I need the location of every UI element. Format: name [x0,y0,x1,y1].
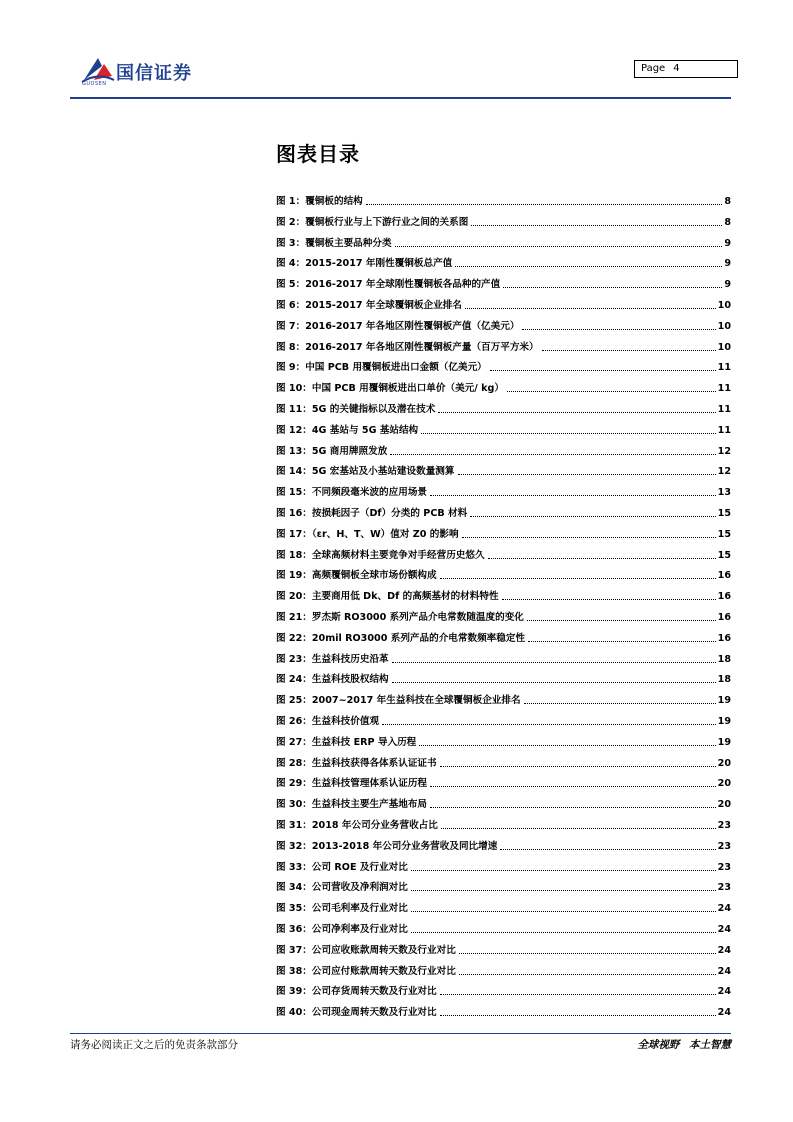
toc-entry[interactable] [276,984,731,998]
toc-leader-dots [527,619,716,621]
toc-entry-label: 图 34：公司营收及净利润对比 [276,882,408,894]
toc-entry-label: 图 2：覆铜板行业与上下游行业之间的关系图 [276,216,469,228]
page-number: 4 [673,63,680,74]
toc-leader-dots [411,931,716,933]
toc-leader-dots [411,889,716,891]
toc-entry[interactable] [276,256,731,270]
toc-leader-dots [395,245,723,247]
toc-entry-label: 图 21：罗杰斯 RO3000 系列产品介电常数随温度的变化 [276,612,524,623]
toc-entry-label: 图 20：主要商用低 Dk、Df 的高频基材的材料特性 [276,591,499,603]
toc-entry-page: 18 [717,653,731,665]
toc-entry-page: 19 [717,736,731,748]
toc-entry[interactable] [276,215,731,229]
toc-entry-label: 图 4：2015-2017 年刚性覆铜板总产值 [276,258,453,270]
toc-leader-dots [440,1014,716,1016]
toc-entry-label: 图 22：20mil RO3000 系列产品的介电常数频率稳定性 [276,632,526,644]
toc-entry-label: 图 10：中国 PCB 用覆铜板进出口单价（美元/ kg） [276,383,504,395]
toc-entry-page: 11 [717,362,731,374]
logo-text: 国信证券 [116,63,192,84]
toc-entry-page: 10 [717,300,731,311]
toc-entry-label: 图 28：生益科技获得各体系认证证书 [276,757,437,769]
toc-entry[interactable] [276,381,731,395]
toc-leader-dots [392,681,716,683]
toc-entry[interactable] [276,797,731,811]
toc-leader-dots [522,328,715,330]
toc-leader-dots [441,827,716,829]
toc-entry-label: 图 9：中国 PCB 用覆铜板进出口金额（亿美元） [276,362,487,374]
toc-entry[interactable] [276,527,731,541]
toc-entry-label: 图 33：公司 ROE 及行业对比 [276,861,408,873]
toc-entry[interactable] [276,735,731,749]
toc-leader-dots [528,640,716,642]
page-label: Page [641,63,666,74]
toc-entry-page: 9 [724,237,731,249]
toc-leader-dots [455,265,722,267]
toc-entry[interactable] [276,860,731,874]
toc-leader-dots [488,557,716,559]
toc-entry-page: 15 [717,528,731,540]
logo-subtext: GUOSEN [82,81,107,87]
company-logo [80,54,230,90]
toc-entry-label: 图 13：5G 商用牌照发放 [276,445,388,457]
toc-entry-label: 图 24：生益科技股权结构 [276,674,389,686]
toc-entry-page: 20 [717,799,731,811]
toc-leader-dots [542,349,716,351]
toc-entry-page: 9 [724,258,731,270]
toc-entry[interactable] [276,610,731,624]
toc-leader-dots [490,369,716,371]
toc-entry-page: 24 [717,903,731,915]
toc-entry-page: 19 [717,716,731,727]
toc-entry-page: 12 [717,466,731,478]
toc-entry[interactable] [276,839,731,853]
page-indicator [634,60,738,78]
toc-entry[interactable] [276,277,731,291]
toc-entry-label: 图 29：生益科技管理体系认证历程 [276,778,428,790]
toc-entry[interactable] [276,298,731,312]
toc-entry-page: 10 [717,320,731,332]
toc-entry-label: 图 25：2007~2017 年生益科技在全球覆铜板企业排名 [276,695,521,707]
toc-leader-dots [470,515,715,517]
toc-entry-label: 图 36：公司净利率及行业对比 [276,924,408,935]
toc-entry-page: 20 [717,778,731,790]
toc-entry-page: 13 [717,487,731,499]
toc-leader-dots [392,661,716,663]
toc-entry[interactable] [276,943,731,957]
toc-entry-label: 图 14：5G 宏基站及小基站建设数量测算 [276,466,455,478]
toc-leader-dots [459,952,716,954]
toc-entry-label: 图 31：2018 年公司分业务营收占比 [276,820,438,831]
toc-entry[interactable] [276,340,731,354]
toc-entry[interactable] [276,194,731,208]
toc-entry-label: 图 27：生益科技 ERP 导入历程 [276,736,417,748]
toc-entry[interactable] [276,964,731,978]
toc-entry-label: 图 8：2016-2017 年各地区刚性覆铜板产量（百万平方米） [276,341,539,353]
toc-entry-page: 10 [717,341,731,353]
toc-entry-page: 11 [717,404,731,415]
toc-leader-dots [440,765,716,767]
toc-leader-dots [524,702,716,704]
toc-entry-label: 图 5：2016-2017 年全球刚性覆铜板各品种的产值 [276,279,501,291]
toc-entry[interactable] [276,506,731,520]
toc-entry[interactable] [276,776,731,790]
toc-entry[interactable] [276,818,731,832]
toc-leader-dots [500,848,715,850]
toc-entry-label: 图 30：生益科技主要生产基地布局 [276,799,428,811]
toc-entry[interactable] [276,402,731,416]
toc-entry-label: 图 7：2016-2017 年各地区刚性覆铜板产值（亿美元） [276,320,520,332]
toc-title: 图表目录 [276,142,360,166]
toc-entry-label: 图 18：全球高频材料主要竞争对手经营历史悠久 [276,549,485,561]
toc-entry-page: 16 [717,570,731,582]
toc-entry-page: 19 [717,695,731,707]
toc-leader-dots [471,224,722,226]
toc-entry-label: 图 32：2013-2018 年公司分业务营收及同比增速 [276,840,498,852]
toc-leader-dots [430,785,716,787]
toc-entry-label: 图 23：生益科技历史沿革 [276,653,389,665]
toc-entry-label: 图 12：4G 基站与 5G 基站结构 [276,424,419,436]
toc-entry-page: 11 [717,424,731,436]
toc-entry-label: 图 17：（εr、H、T、W）值对 Z0 的影响 [276,528,459,540]
logo-mark-icon [80,54,116,84]
page-header [0,0,793,102]
toc-entry-page: 15 [717,549,731,561]
toc-leader-dots [459,973,716,975]
toc-leader-dots [366,203,723,205]
header-divider [70,97,731,99]
toc-entry-label: 图 37：公司应收账款周转天数及行业对比 [276,944,456,956]
toc-entry[interactable] [276,922,731,936]
toc-entry-page: 24 [717,965,731,977]
toc-leader-dots [430,494,716,496]
toc-entry[interactable] [276,1005,731,1019]
toc-entry-label: 图 38：公司应付账款周转天数及行业对比 [276,965,456,977]
toc-entry-label: 图 3：覆铜板主要品种分类 [276,237,392,249]
toc-entry[interactable] [276,360,731,374]
toc-entry[interactable] [276,236,731,250]
toc-leader-dots [440,577,716,579]
toc-leader-dots [390,453,715,455]
toc-entry[interactable] [276,319,731,333]
toc-entry-page: 18 [717,674,731,686]
toc-entry-page: 23 [717,840,731,852]
toc-entry-page: 16 [717,612,731,623]
toc-entry-label: 图 16：按损耗因子（Df）分类的 PCB 材料 [276,508,468,519]
toc-entry-label: 图 40：公司现金周转天数及行业对比 [276,1007,437,1019]
toc-entry-page: 8 [724,216,731,228]
footer-disclaimer: 请务必阅读正文之后的免责条款部分 [70,1039,238,1051]
toc-entry-label: 图 11：5G 的关键指标以及潜在技术 [276,404,436,415]
toc-entry[interactable] [276,652,731,666]
toc-entry-page: 20 [717,757,731,769]
toc-leader-dots [411,910,716,912]
toc-entry-page: 8 [724,196,731,207]
toc-entry-page: 24 [717,986,731,998]
toc-leader-dots [438,411,715,413]
toc-entry[interactable] [276,464,731,478]
toc-entry[interactable] [276,423,731,437]
toc-entry-label: 图 35：公司毛利率及行业对比 [276,903,408,915]
toc-leader-dots [507,390,716,392]
toc-leader-dots [430,806,716,808]
toc-entry[interactable] [276,568,731,582]
toc-entry[interactable] [276,880,731,894]
toc-entry[interactable] [276,444,731,458]
toc-leader-dots [465,307,716,309]
footer-divider [70,1033,731,1034]
toc-entry[interactable] [276,631,731,645]
toc-entry-label: 图 6：2015-2017 年全球覆铜板企业排名 [276,300,462,311]
toc-entry[interactable] [276,901,731,915]
toc-leader-dots [503,286,722,288]
toc-leader-dots [411,869,716,871]
toc-leader-dots [421,432,715,434]
toc-entry-page: 23 [717,861,731,873]
toc-entry-label: 图 1：覆铜板的结构 [276,196,363,207]
toc-entry-page: 23 [717,882,731,894]
toc-entry-page: 16 [717,591,731,603]
toc-entry[interactable] [276,693,731,707]
toc-entry-label: 图 39：公司存货周转天数及行业对比 [276,986,437,998]
toc-entry-page: 24 [717,944,731,956]
toc-entry-page: 23 [717,820,731,831]
footer-slogan: 全球视野 本土智慧 [637,1039,731,1051]
toc-entry-page: 11 [717,383,731,395]
toc-entry-page: 24 [717,1007,731,1019]
toc-entry-label: 图 26：生益科技价值观 [276,716,380,727]
toc-leader-dots [458,473,716,475]
toc-entry-page: 15 [717,508,731,519]
toc-leader-dots [382,723,716,725]
toc-entry[interactable] [276,756,731,770]
toc-entry-page: 12 [717,445,731,457]
toc-leader-dots [440,993,716,995]
toc-leader-dots [502,598,716,600]
toc-entry[interactable] [276,672,731,686]
toc-entry-page: 24 [717,924,731,935]
toc-entry-page: 9 [724,279,731,291]
toc-leader-dots [419,744,715,746]
toc-entry-label: 图 15：不同频段毫米波的应用场景 [276,487,428,499]
toc-entry[interactable] [276,714,731,728]
toc-entry[interactable] [276,485,731,499]
toc-entry[interactable] [276,548,731,562]
toc-entry[interactable] [276,589,731,603]
toc-entry-label: 图 19：高频覆铜板全球市场份额构成 [276,570,437,582]
toc-entry-page: 16 [717,632,731,644]
toc-leader-dots [462,536,716,538]
